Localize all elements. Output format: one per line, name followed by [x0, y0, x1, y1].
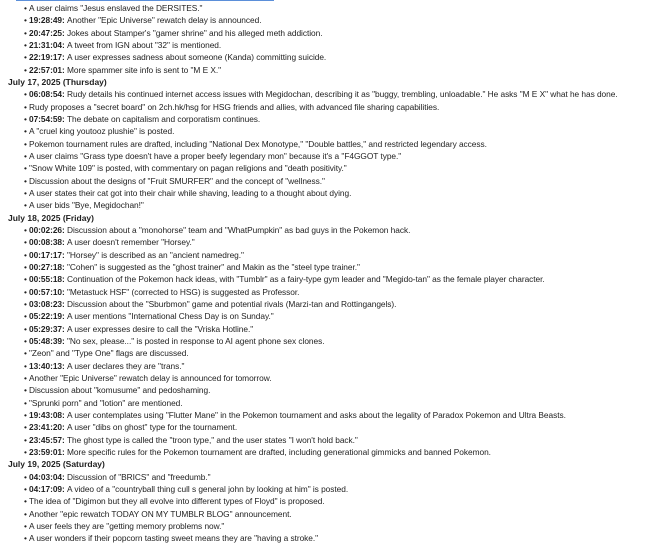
timestamp-separator: :	[62, 274, 67, 285]
timestamp-separator: :	[62, 360, 67, 371]
log-entry	[24, 384, 657, 396]
timestamp-separator: :	[62, 286, 67, 297]
bullet-icon: •	[24, 200, 27, 211]
log-entry	[24, 187, 657, 199]
bullet-icon: •	[24, 261, 27, 272]
entry-text: Another "Epic Universe" rewatch delay is announced.	[67, 15, 262, 26]
log-entry	[24, 323, 657, 335]
log-content	[8, 2, 657, 545]
timestamp-separator: :	[62, 64, 67, 75]
log-entry	[24, 88, 657, 100]
entry-timestamp: 00:08:38	[29, 237, 62, 248]
bullet-icon: •	[24, 483, 27, 494]
bullet-icon: •	[24, 385, 27, 396]
log-entry	[24, 162, 657, 174]
bullet-icon: •	[24, 138, 27, 149]
entry-text: The idea of "Digimon but they all evolve into different types of Floyd" is proposed.	[29, 496, 325, 507]
log-entry	[24, 175, 657, 187]
bullet-icon: •	[24, 348, 27, 359]
entry-text: A user mentions "International Chess Day is on Sunday."	[67, 311, 274, 322]
entry-list	[8, 224, 657, 459]
bullet-icon: •	[24, 397, 27, 408]
entry-timestamp: 19:43:08	[29, 410, 62, 421]
log-entry	[24, 483, 657, 495]
entry-timestamp: 00:57:10	[29, 286, 62, 297]
bullet-icon: •	[24, 496, 27, 507]
timestamp-separator: :	[62, 447, 67, 458]
timestamp-separator: :	[62, 335, 67, 346]
log-entry	[24, 335, 657, 347]
log-entry	[24, 138, 657, 150]
entry-timestamp: 13:40:13	[29, 360, 62, 371]
log-entry	[24, 434, 657, 446]
bullet-icon: •	[24, 298, 27, 309]
entry-text: A user states their cat got into their chair while shaving, leading to a thought about dying.	[29, 188, 352, 198]
bullet-icon: •	[24, 101, 27, 112]
entry-timestamp: 04:17:09	[29, 483, 62, 494]
log-entry	[24, 125, 657, 137]
log-entry	[24, 446, 657, 458]
bullet-icon: •	[24, 40, 27, 51]
bullet-icon: •	[24, 3, 27, 13]
log-entry	[24, 520, 657, 532]
entry-timestamp: 22:57:01	[29, 64, 62, 75]
entry-list	[8, 88, 657, 211]
log-entry	[24, 113, 657, 125]
bullet-icon: •	[24, 237, 27, 248]
entry-timestamp: 00:55:18	[29, 274, 62, 285]
entry-text: A user expresses sadness about someone (Kanda) committing suicide.	[67, 52, 327, 63]
log-entry	[24, 347, 657, 359]
entry-timestamp: 06:08:54	[29, 89, 62, 100]
entry-text: A user "dibs on ghost" type for the tournament.	[67, 422, 238, 433]
timestamp-separator: :	[62, 311, 67, 322]
timestamp-separator: :	[62, 323, 67, 334]
entry-text: "No sex, please..." is posted in response to AI agent phone sex clones.	[67, 335, 325, 346]
log-entry	[24, 409, 657, 421]
bullet-icon: •	[24, 373, 27, 383]
timestamp-separator: :	[62, 224, 67, 235]
entry-text: A user contemplates using "Flutter Mane" in the Pokemon tournament and asks about the legality of Paradox Pokemon and Ultra Beasts.	[67, 410, 566, 421]
log-entry	[24, 286, 657, 298]
bullet-icon: •	[24, 335, 27, 346]
bullet-icon: •	[24, 311, 27, 322]
bullet-icon: •	[24, 175, 27, 186]
bullet-icon: •	[24, 533, 27, 544]
log-entry	[24, 310, 657, 322]
entry-timestamp: 07:54:59	[29, 113, 62, 124]
bullet-icon: •	[24, 323, 27, 334]
bullet-icon: •	[24, 447, 27, 458]
log-entry	[24, 39, 657, 51]
entry-timestamp: 19:28:49	[29, 15, 62, 26]
timestamp-separator: :	[62, 261, 67, 272]
entry-text: Discussion about the "Sburbmon" game and potential rivals (Marzi-tan and Rottingangels).	[67, 298, 397, 309]
log-entry	[24, 249, 657, 261]
bullet-icon: •	[24, 471, 27, 482]
date-heading: July 19, 2025 (Saturday)	[8, 459, 105, 470]
entry-text: "Snow White 109" is posted, with commentary on pagan religions and "death positivity."	[29, 163, 347, 174]
entry-text: A tweet from IGN about "32" is mentioned.	[67, 40, 222, 51]
entry-timestamp: 03:08:23	[29, 298, 62, 309]
timestamp-separator: :	[62, 89, 67, 100]
log-entry	[24, 372, 657, 384]
entry-text: Continuation of the Pokemon hack ideas, with "Tumblr" as a fairy-type gym leader and "Megido-tan" as the female player character.	[67, 274, 545, 285]
bullet-icon: •	[24, 286, 27, 297]
bullet-icon: •	[24, 249, 27, 260]
entry-text: "Zeon" and "Type One" flags are discussed.	[29, 348, 189, 359]
entry-text: Discussion about the designs of "Fruit SMURFER" and the concept of "wellness."	[29, 175, 325, 186]
entry-timestamp: 23:41:20	[29, 422, 62, 433]
bullet-icon: •	[24, 410, 27, 421]
log-entry	[24, 508, 657, 520]
timestamp-separator: :	[62, 471, 67, 482]
entry-text: A user claims "Jesus enslaved the DERSITES."	[29, 3, 203, 13]
entry-text: The debate on capitalism and corporatism continues.	[67, 113, 261, 124]
log-entry	[24, 27, 657, 39]
bullet-icon: •	[24, 274, 27, 285]
log-entry	[24, 101, 657, 113]
bullet-icon: •	[24, 360, 27, 371]
entry-text: A user expresses desire to call the "Vriska Hotline."	[67, 323, 254, 334]
log-entry	[24, 298, 657, 310]
entry-text: "Horsey" is described as an "ancient namedreg."	[67, 249, 244, 260]
entry-text: "Sprunki porn" and "lotion" are mentioned.	[29, 397, 183, 408]
entry-text: Another "Epic Universe" rewatch delay is announced for tomorrow.	[29, 373, 272, 383]
entry-text: Jokes about Stamper's "gamer shrine" and his alleged meth addiction.	[67, 27, 323, 38]
bullet-icon: •	[24, 52, 27, 63]
timestamp-separator: :	[62, 237, 67, 248]
bullet-icon: •	[24, 188, 27, 198]
timestamp-separator: :	[62, 249, 67, 260]
entry-timestamp: 20:47:25	[29, 27, 62, 38]
bullet-icon: •	[24, 64, 27, 75]
timestamp-separator: :	[62, 434, 67, 445]
log-entry	[24, 64, 657, 76]
log-entry	[24, 397, 657, 409]
entry-text: More specific rules for the Pokemon tournament are drafted, including generational gimmicks and banned Pokemon.	[67, 447, 491, 458]
date-heading: July 18, 2025 (Friday)	[8, 212, 94, 223]
entry-timestamp: 00:17:17	[29, 249, 62, 260]
log-entry	[24, 236, 657, 248]
log-entry	[24, 224, 657, 236]
bullet-icon: •	[24, 113, 27, 124]
bullet-icon: •	[24, 126, 27, 137]
entry-list	[8, 2, 657, 76]
timestamp-separator: :	[62, 410, 67, 421]
log-entry	[24, 199, 657, 211]
entry-text: Another "epic rewatch TODAY ON MY TUMBLR BLOG" announcement.	[29, 508, 292, 519]
entry-timestamp: 05:22:19	[29, 311, 62, 322]
date-heading: July 17, 2025 (Thursday)	[8, 77, 107, 88]
entry-text: A "cruel king youtooz plushie" is posted.	[29, 126, 175, 137]
bullet-icon: •	[24, 27, 27, 38]
entry-text: "Metastuck HSF" (corrected to HSG) is suggested as Professor.	[67, 286, 300, 297]
bullet-icon: •	[24, 150, 27, 161]
entry-text: Discussion about a "monohorse" team and "WhatPumpkin" as bad guys in the Pokemon hack.	[67, 224, 411, 235]
log-entry	[24, 261, 657, 273]
log-entry	[24, 360, 657, 372]
entry-timestamp: 04:03:04	[29, 471, 62, 482]
entry-text: A user declares they are "trans."	[67, 360, 185, 371]
entry-text: A user wonders if their popcorn tasting sweet means they are "having a stroke."	[29, 533, 319, 544]
bullet-icon: •	[24, 89, 27, 100]
entry-timestamp: 23:59:01	[29, 447, 62, 458]
entry-timestamp: 23:45:57	[29, 434, 62, 445]
bullet-icon: •	[24, 163, 27, 174]
entry-timestamp: 00:27:18	[29, 261, 62, 272]
log-entry	[24, 51, 657, 63]
entry-timestamp: 05:29:37	[29, 323, 62, 334]
timestamp-separator: :	[62, 52, 67, 63]
bullet-icon: •	[24, 422, 27, 433]
entry-text: Discussion about "komusume" and pedoshaming.	[29, 385, 211, 396]
log-entry	[24, 532, 657, 544]
entry-timestamp: 00:02:26	[29, 224, 62, 235]
log-entry	[24, 2, 657, 14]
entry-text: Discussion of "BRICS" and "freedumb."	[67, 471, 211, 482]
log-entry	[24, 421, 657, 433]
timestamp-separator: :	[62, 298, 67, 309]
entry-timestamp: 05:48:39	[29, 335, 62, 346]
entry-text: Rudy proposes a "secret board" on 2ch.hk/hsg for HSG friends and allies, with advanced file sharing capabilities.	[29, 101, 440, 112]
entry-text: A user claims "Grass type doesn't have a proper beefy legendary mon" because it's a "F4GGOT type."	[29, 150, 402, 161]
timestamp-separator: :	[62, 113, 67, 124]
bullet-icon: •	[24, 520, 27, 531]
timestamp-separator: :	[62, 422, 67, 433]
log-entry	[24, 471, 657, 483]
timestamp-separator: :	[62, 483, 67, 494]
entry-text: "Cohen" is suggested as the "ghost trainer" and Makin as the "steel type trainer."	[67, 261, 360, 272]
entry-text: Rudy details his continued internet access issues with Megidochan, describing it as "buggy, trembling, unloadable." He asks "M E X" what he has done.	[67, 89, 618, 100]
bullet-icon: •	[24, 508, 27, 519]
timestamp-separator: :	[62, 40, 67, 51]
bullet-icon: •	[24, 15, 27, 26]
entry-text: A user bids "Bye, Megidochan!"	[29, 200, 144, 211]
entry-timestamp: 21:31:04	[29, 40, 62, 51]
entry-text: The ghost type is called the "troon type," and the user states "I won't hold back."	[67, 434, 358, 445]
entry-text: More spammer site info is sent to "M E X."	[67, 64, 222, 75]
bullet-icon: •	[24, 224, 27, 235]
log-entry	[24, 495, 657, 507]
timestamp-separator: :	[62, 15, 67, 26]
entry-text: A user doesn't remember "Horsey."	[67, 237, 195, 248]
bullet-icon: •	[24, 434, 27, 445]
timestamp-separator: :	[62, 27, 67, 38]
log-entry	[24, 273, 657, 285]
entry-text: A user feels they are "getting memory problems now."	[29, 520, 225, 531]
log-entry	[24, 150, 657, 162]
entry-text: Pokemon tournament rules are drafted, including "National Dex Monotype," "Double battles," and restricted legendary access.	[29, 138, 487, 149]
top-divider	[16, 0, 274, 1]
entry-timestamp: 22:19:17	[29, 52, 62, 63]
log-entry	[24, 14, 657, 26]
entry-text: A video of a "countryball thing cull s general john by looking at him" is posted.	[67, 483, 349, 494]
